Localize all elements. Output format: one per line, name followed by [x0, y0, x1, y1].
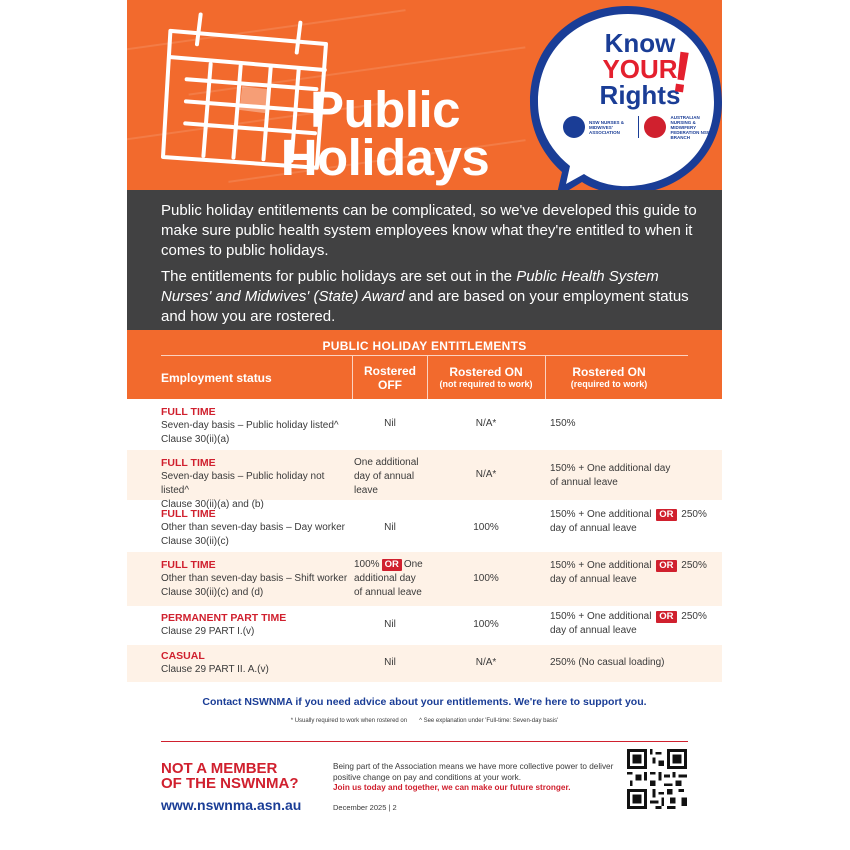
logo2-text: AUSTRALIAN NURSING & MIDWIFERY FEDERATION NSW BRANCH	[670, 114, 712, 140]
badge-know: Know	[604, 28, 676, 58]
membership-blurb: Being part of the Association means we have more collective power to deliver positive change on pay and conditions at your work. Join us today and together, we can make our future stronger.	[333, 762, 614, 792]
table-row: FULL TIME Seven-day basis – Public holiday listed^ Clause 30(ii)(a) Nil N/A* 150%	[161, 406, 576, 445]
footnotes: * Usually required to work when rostered on ^ See explanation under 'Full-time: Seven-day basis'	[290, 718, 559, 724]
badge-your: YOUR	[602, 54, 678, 84]
badge-rights: Rights	[599, 80, 681, 110]
intro-paragraph-1: Public holiday entitlements can be complicated, so we've developed this guide to make sure public health system employees know what they're entitled to when it comes to public holidays.	[161, 202, 697, 259]
logo1-text: NSW NURSES & MIDWIVES' ASSOCIATION	[589, 119, 625, 135]
not-a-member-heading: NOT A MEMBER OF THE NSWNMA?	[161, 760, 299, 792]
or-badge: OR	[656, 611, 676, 623]
nswnma-logo-icon	[563, 116, 585, 138]
intro-section	[127, 190, 722, 330]
union-logos	[563, 112, 713, 142]
badge-exclaim: !	[667, 38, 696, 107]
header-employment-status: Employment status	[161, 370, 272, 385]
document-page	[127, 0, 722, 850]
header-rostered-on-required: Rostered ON (required to work)	[570, 365, 648, 389]
table-row: FULL TIME Other than seven-day basis – Day worker Clause 30(ii)(c) Nil 100% 150% + One additional OR 250% day of annual leave	[161, 508, 707, 547]
header-rostered-on-not-required: Rostered ON (not required to work)	[439, 365, 533, 389]
intro-paragraph-2: The entitlements for public holidays are set out in the Public Health System Nurses' and Midwives' (State) Award and are based on your employment status and how you are rostered.	[161, 268, 689, 325]
or-badge: OR	[656, 509, 676, 521]
table-row: PERMANENT PART TIME Clause 29 PART I.(v) Nil 100% 150% + One additional OR 250% day of annual leave	[161, 611, 707, 637]
or-badge: OR	[656, 560, 676, 572]
website-link[interactable]: www.nswnma.asn.au	[161, 797, 302, 813]
title-line-1: Public	[309, 81, 461, 138]
qr-code-icon	[627, 749, 687, 809]
table-row: FULL TIME Other than seven-day basis – Shift worker Clause 30(ii)(c) and (d) 100% OR One additional day of annual leave 100% 150% + One additional OR 250% day of annual leave	[127, 552, 722, 606]
page-info: December 2025 | 2	[333, 803, 397, 812]
anmf-logo-icon	[644, 116, 666, 138]
know-your-rights-badge	[560, 30, 720, 108]
page-title	[265, 81, 505, 186]
title-line-2: Holidays	[280, 129, 490, 186]
table-title: PUBLIC HOLIDAY ENTITLEMENTS	[322, 339, 527, 353]
table-row: FULL TIME Seven-day basis – Public holiday not listed^ Clause 30(ii)(a) and (b) One additional day of annual leave N/A* 150% + One additional day of annual leave	[127, 450, 722, 500]
contact-line: Contact NSWNMA if you need advice about your entitlements. We're here to support you.	[202, 696, 647, 708]
or-badge: OR	[382, 559, 402, 571]
table-row: CASUAL Clause 29 PART II. A.(v) Nil N/A* 250% (No casual loading)	[127, 645, 722, 682]
header-rostered-off: Rostered OFF	[363, 363, 416, 392]
